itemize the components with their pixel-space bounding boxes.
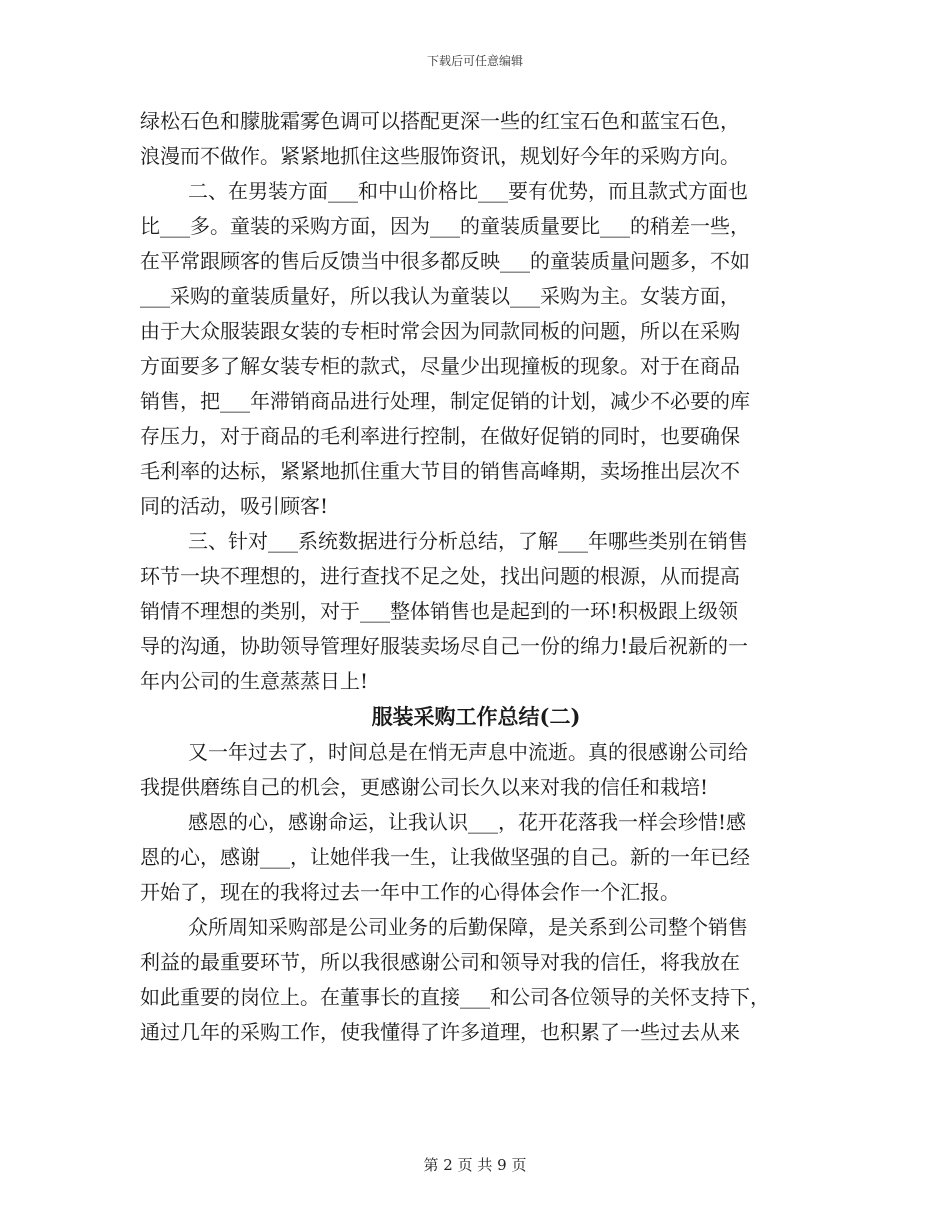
text-line: 通过几年的采购工作，使我懂得了许多道理，也积累了一些过去从来 [140,1020,740,1044]
text-line: 恩的心，感谢___，让她伴我一生，让我做坚强的自己。新的一年已经 [140,845,750,869]
text-line: 方面要多了解女装专柜的款式，尽量少出现撞板的现象。对于在商品 [140,354,740,378]
header-note: 下载后可任意编辑 [426,54,523,68]
text-line: 如此重要的岗位上。在董事长的直接___和公司各位领导的关怀支持下， [140,985,770,1009]
text-line: 感恩的心，感谢命运，让我认识___，花开花落我一样会珍惜!感 [188,810,747,834]
document-body [140,104,812,1050]
text-line: ___采购的童装质量好，所以我认为童装以___采购为主。女装方面， [140,284,740,308]
text-line: 在平常跟顾客的售后反馈当中很多都反映___的童装质量问题多，不如 [140,249,750,273]
text-line: 比___多。童装的采购方面，因为___的童装质量要比___的稍差一些， [140,214,750,238]
text-line: 毛利率的达标，紧紧地抓住重大节目的销售高峰期，卖场推出层次不 [140,459,740,483]
text-line: 众所周知采购部是公司业务的后勤保障，是关系到公司整个销售 [188,915,748,939]
text-line: 开始了，现在的我将过去一年中工作的心得体会作一个汇报。 [140,880,680,904]
text-line: 又一年过去了，时间总是在悄无声息中流逝。真的很感谢公司给 [188,740,748,764]
text-line: 环节一块不理想的，进行查找不足之处，找出问题的根源，从而提高 [140,564,740,588]
text-line: 销情不理想的类别，对于___整体销售也是起到的一环!积极跟上级领 [140,599,739,623]
page-footer: 第 2 页 共 9 页 [423,1156,527,1174]
text-line: 销售，把___年滞销商品进行处理，制定促销的计划，减少不必要的库 [140,389,750,413]
text-line: 年内公司的生意蒸蒸日上! [140,669,369,693]
section-two-text [140,735,812,1050]
text-line: 导的沟通，协助领导管理好服装卖场尽自己一份的绵力!最后祝新的一 [140,634,749,658]
text-line: 三、针对___系统数据进行分析总结，了解___年哪些类别在销售 [188,529,748,553]
text-line: 二、在男装方面___和中山价格比___要有优势，而且款式方面也 [188,179,748,203]
text-line: 同的活动，吸引顾客! [140,494,329,518]
text-line: 我提供磨练自己的机会，更感谢公司长久以来对我的信任和栽培! [140,775,709,799]
section-one-text [140,104,812,699]
section-title: 服装采购工作总结(二) [371,704,581,729]
text-line: 浪漫而不做作。紧紧地抓住这些服饰资讯，规划好今年的采购方向。 [140,144,740,168]
text-line: 由于大众服装跟女装的专柜时常会因为同款同板的问题，所以在采购 [140,319,740,343]
text-line: 存压力，对于商品的毛利率进行控制，在做好促销的同时，也要确保 [140,424,740,448]
text-line: 利益的最重要环节，所以我很感谢公司和领导对我的信任，将我放在 [140,950,740,974]
text-line: 绿松石色和朦胧霜雾色调可以搭配更深一些的红宝石色和蓝宝石色， [140,109,740,133]
